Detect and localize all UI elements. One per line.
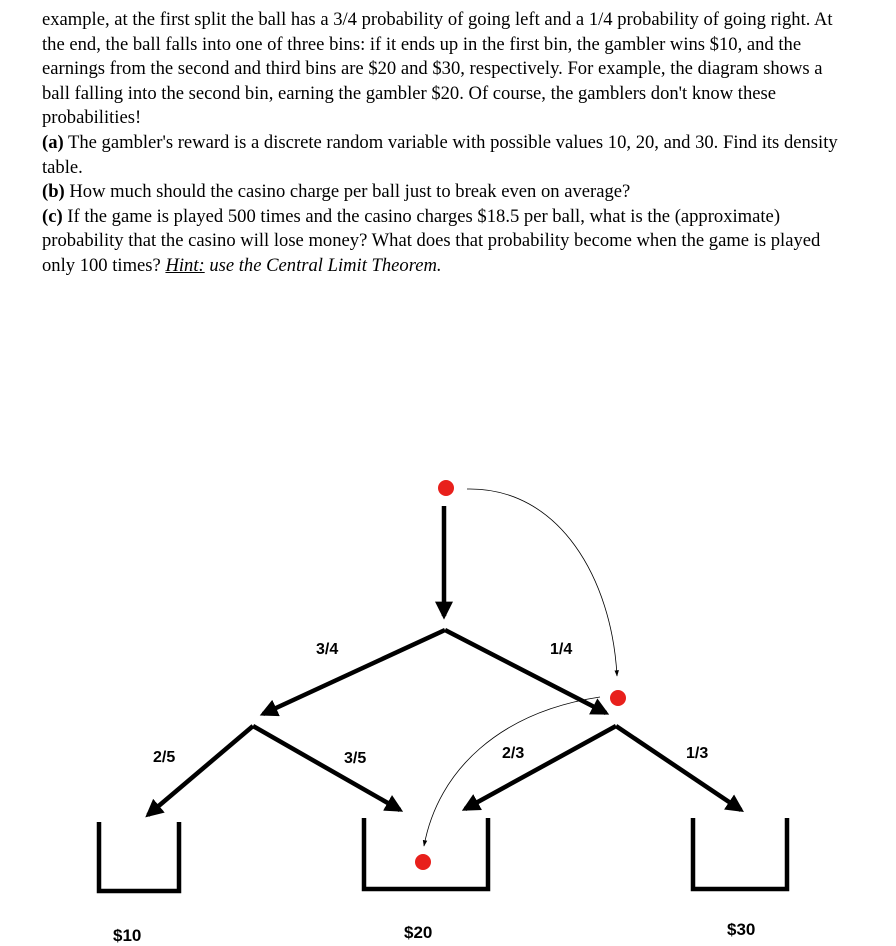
bin-2	[364, 818, 488, 889]
ball-path-1	[467, 489, 617, 676]
ball-path-2	[424, 697, 600, 846]
part-a-label: (a)	[42, 131, 64, 153]
ball-end	[415, 854, 431, 870]
ball-middle	[610, 690, 626, 706]
part-c-label: (c)	[42, 205, 63, 227]
problem-intro: example, at the first split the ball has a 3/4 probability of going left and a 1/4 probability of going right. At the end, the ball falls into one of three bins: if it ends up in the first bin, the gambler wins $10, and the earnings from the second and third bins are $20 and $30, respectively. For example, the diagram shows a ball falling into the second bin, earning the gambler $20. Of course, the gamblers don't know these probabilities!	[42, 9, 833, 129]
prob-left-left: 2/5	[153, 749, 176, 766]
part-a-text: The gambler's reward is a discrete random variable with possible values 10, 20, and 30. Find its density table.	[42, 131, 838, 178]
part-b-label: (b)	[42, 181, 65, 203]
arm-top-left	[263, 630, 445, 714]
arm-left-left	[148, 726, 253, 815]
arm-left-right	[253, 726, 400, 810]
bin-1-payout: $10	[113, 926, 142, 945]
bin-2-payout: $20	[404, 923, 433, 942]
hint-text: use the Central Limit Theorem.	[204, 254, 442, 276]
bin-3-payout: $30	[727, 920, 756, 939]
hint-label: Hint:	[165, 254, 205, 276]
part-b-text: How much should the casino charge per ball just to break even on average?	[64, 181, 631, 203]
prob-left-right: 3/5	[344, 750, 367, 767]
prob-right-right: 1/3	[686, 745, 709, 762]
prob-first-left: 3/4	[316, 641, 339, 658]
bin-1	[99, 822, 179, 891]
part-c-text: If the game is played 500 times and the casino charges $18.5 per ball, what is the (approximate) probability that the casino will lose money? What does that probability become when the game is played only 100 times?	[42, 205, 821, 276]
arm-right-left	[465, 726, 616, 809]
prob-right-left: 2/3	[502, 745, 525, 762]
bin-3	[693, 818, 787, 889]
arm-right-right	[616, 726, 741, 810]
ball-start	[438, 480, 454, 496]
prob-first-right: 1/4	[550, 641, 573, 658]
